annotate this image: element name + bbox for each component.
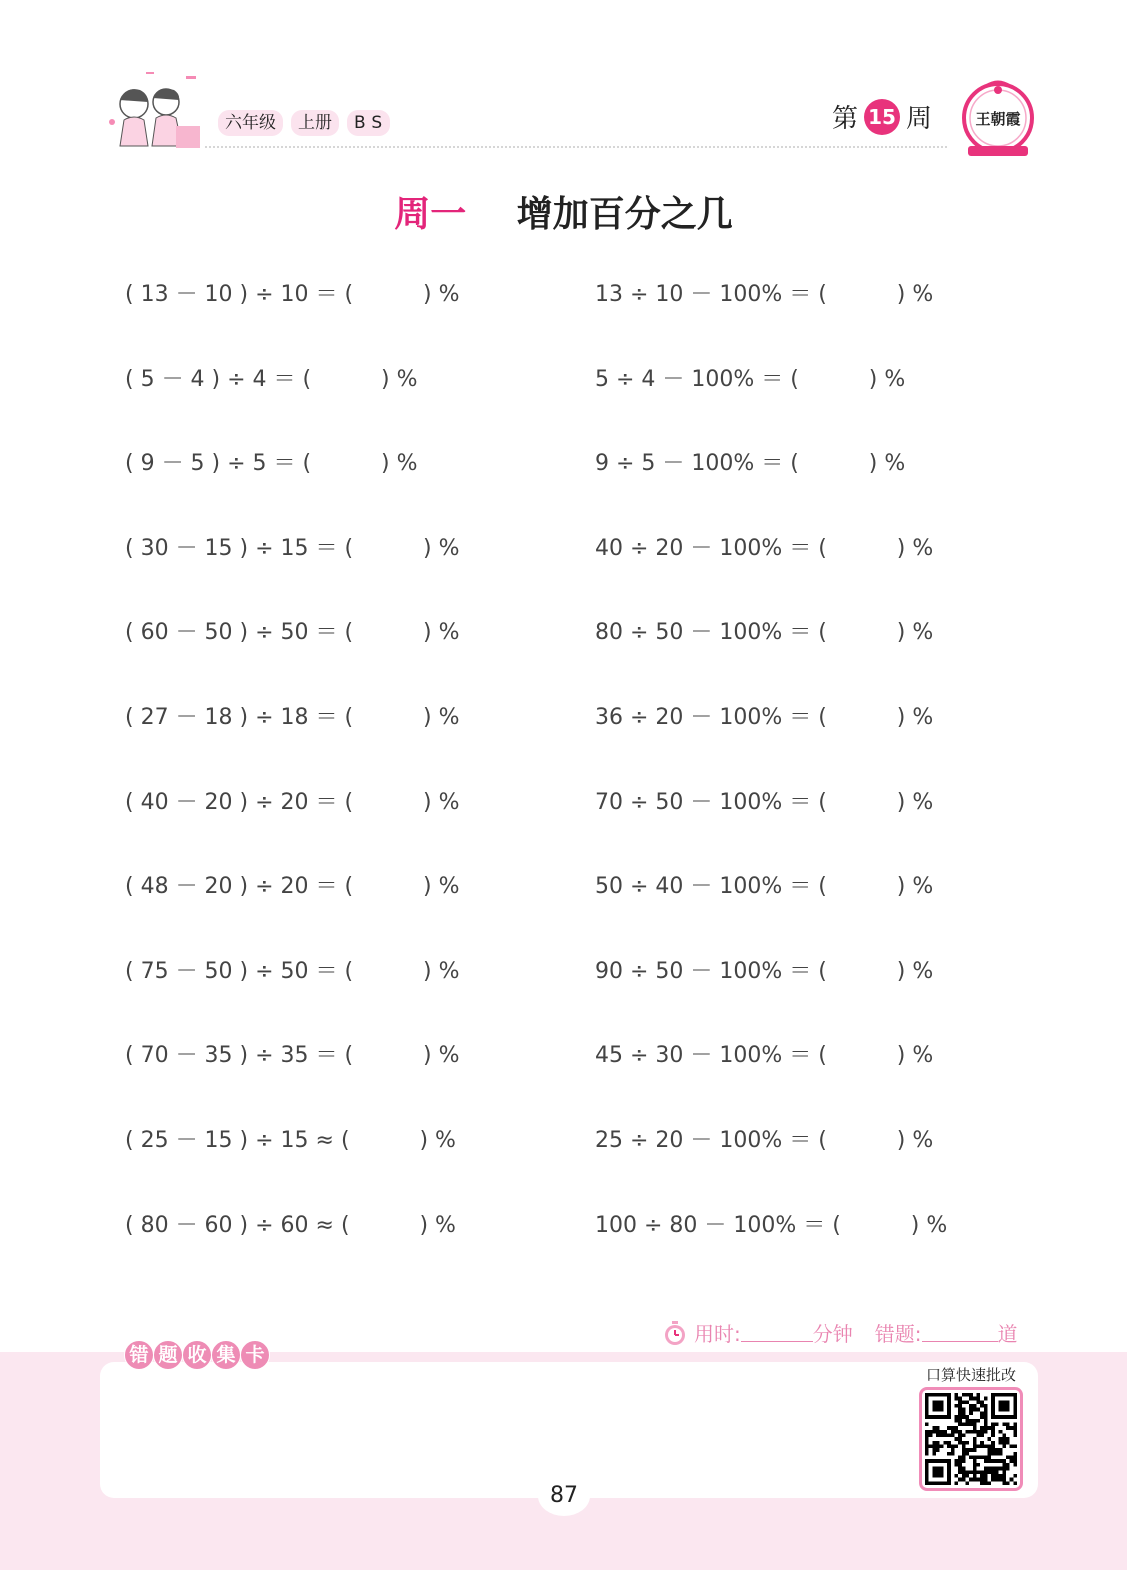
problem-left[interactable]: ( 9 － 5 ) ÷ 5 ＝ ( ) %	[125, 451, 418, 477]
brand-seal-logo	[958, 78, 1038, 160]
errors-blank[interactable]	[922, 1323, 998, 1342]
time-unit: 分钟	[812, 1322, 853, 1346]
errors-unit: 道	[997, 1322, 1018, 1346]
problem-row	[125, 700, 1005, 785]
problem-right[interactable]: 5 ÷ 4 － 100% ＝ ( ) %	[595, 366, 906, 392]
qr-code-icon	[925, 1393, 1017, 1485]
errors-label: 错题:	[874, 1322, 922, 1346]
problem-right[interactable]: 13 ÷ 10 － 100% ＝ ( ) %	[595, 282, 934, 307]
page-title	[0, 186, 1127, 237]
error-card-title-char: 错	[124, 1340, 154, 1370]
problem-left[interactable]: ( 60 － 50 ) ÷ 50 ＝ ( ) %	[125, 620, 460, 646]
problem-row	[125, 1038, 1005, 1123]
topic-label: 增加百分之几	[516, 194, 733, 235]
problem-left[interactable]: ( 40 － 20 ) ÷ 20 ＝ ( ) %	[125, 789, 460, 815]
time-label: 用时:	[694, 1322, 741, 1346]
problem-right[interactable]: 80 ÷ 50 － 100% ＝ ( ) %	[595, 620, 934, 646]
children-illustration	[104, 66, 204, 156]
problem-row	[125, 954, 1005, 1039]
stopwatch-icon	[662, 1320, 688, 1346]
problem-row	[125, 362, 1005, 447]
edition-label: BS	[347, 110, 390, 136]
time-blank[interactable]	[741, 1323, 813, 1342]
problem-right[interactable]: 70 ÷ 50 － 100% ＝ ( ) %	[595, 789, 934, 815]
problem-left[interactable]: ( 75 － 50 ) ÷ 50 ＝ ( ) %	[125, 958, 460, 984]
problem-row	[125, 446, 1005, 531]
problem-left[interactable]: ( 48 － 20 ) ÷ 20 ＝ ( ) %	[125, 874, 460, 900]
problem-right[interactable]: 45 ÷ 30 － 100% ＝ ( ) %	[595, 1043, 934, 1069]
problem-row	[125, 869, 1005, 954]
grade-labels	[218, 110, 390, 136]
problem-row	[125, 1208, 1005, 1293]
error-card-title-char: 集	[211, 1340, 241, 1370]
problem-left[interactable]: ( 30 － 15 ) ÷ 15 ＝ ( ) %	[125, 535, 460, 561]
problem-row	[125, 531, 1005, 616]
problem-left[interactable]: ( 80 － 60 ) ÷ 60 ≈ ( ) %	[125, 1212, 456, 1238]
problem-list	[125, 277, 1005, 1292]
header-divider	[205, 146, 947, 148]
grade-label: 六年级	[218, 110, 283, 136]
svg-text:王朝霞: 王朝霞	[975, 110, 1021, 128]
problem-right[interactable]: 40 ÷ 20 － 100% ＝ ( ) %	[595, 535, 934, 561]
problem-row	[125, 785, 1005, 870]
week-prefix: 第	[832, 104, 859, 134]
qr-code-frame[interactable]	[919, 1387, 1023, 1491]
volume-label: 上册	[291, 110, 339, 136]
problem-right[interactable]: 36 ÷ 20 － 100% ＝ ( ) %	[595, 704, 934, 730]
day-label: 周一	[394, 194, 467, 235]
page-number: 87	[538, 1476, 590, 1516]
problem-right[interactable]: 100 ÷ 80 － 100% ＝ ( ) %	[595, 1212, 948, 1238]
error-card-title-char: 卡	[240, 1340, 270, 1370]
problem-left[interactable]: ( 27 － 18 ) ÷ 18 ＝ ( ) %	[125, 704, 460, 730]
problem-left[interactable]: ( 70 － 35 ) ÷ 35 ＝ ( ) %	[125, 1043, 460, 1069]
problem-left[interactable]: ( 25 － 15 ) ÷ 15 ≈ ( ) %	[125, 1127, 456, 1153]
problem-left[interactable]: ( 5 － 4 ) ÷ 4 ＝ ( ) %	[125, 366, 418, 392]
problem-right[interactable]: 90 ÷ 50 － 100% ＝ ( ) %	[595, 958, 934, 984]
problem-right[interactable]: 9 ÷ 5 － 100% ＝ ( ) %	[595, 451, 906, 477]
problem-left[interactable]: ( 13 － 10 ) ÷ 10 ＝ ( ) %	[125, 282, 460, 307]
problem-row	[125, 277, 1005, 362]
error-card-title	[124, 1340, 269, 1370]
problem-row	[125, 615, 1005, 700]
week-number-badge: 15	[864, 99, 900, 135]
qr-caption: 口算快速批改	[925, 1366, 1016, 1384]
error-card-title-char: 收	[182, 1340, 212, 1370]
footer-stats	[662, 1318, 1018, 1347]
problem-row	[125, 1123, 1005, 1208]
problem-right[interactable]: 25 ÷ 20 － 100% ＝ ( ) %	[595, 1127, 934, 1153]
error-card-title-char: 题	[153, 1340, 183, 1370]
qr-code-panel[interactable]	[912, 1364, 1030, 1492]
week-suffix: 周	[906, 104, 933, 134]
week-indicator	[832, 98, 932, 135]
problem-right[interactable]: 50 ÷ 40 － 100% ＝ ( ) %	[595, 874, 934, 900]
